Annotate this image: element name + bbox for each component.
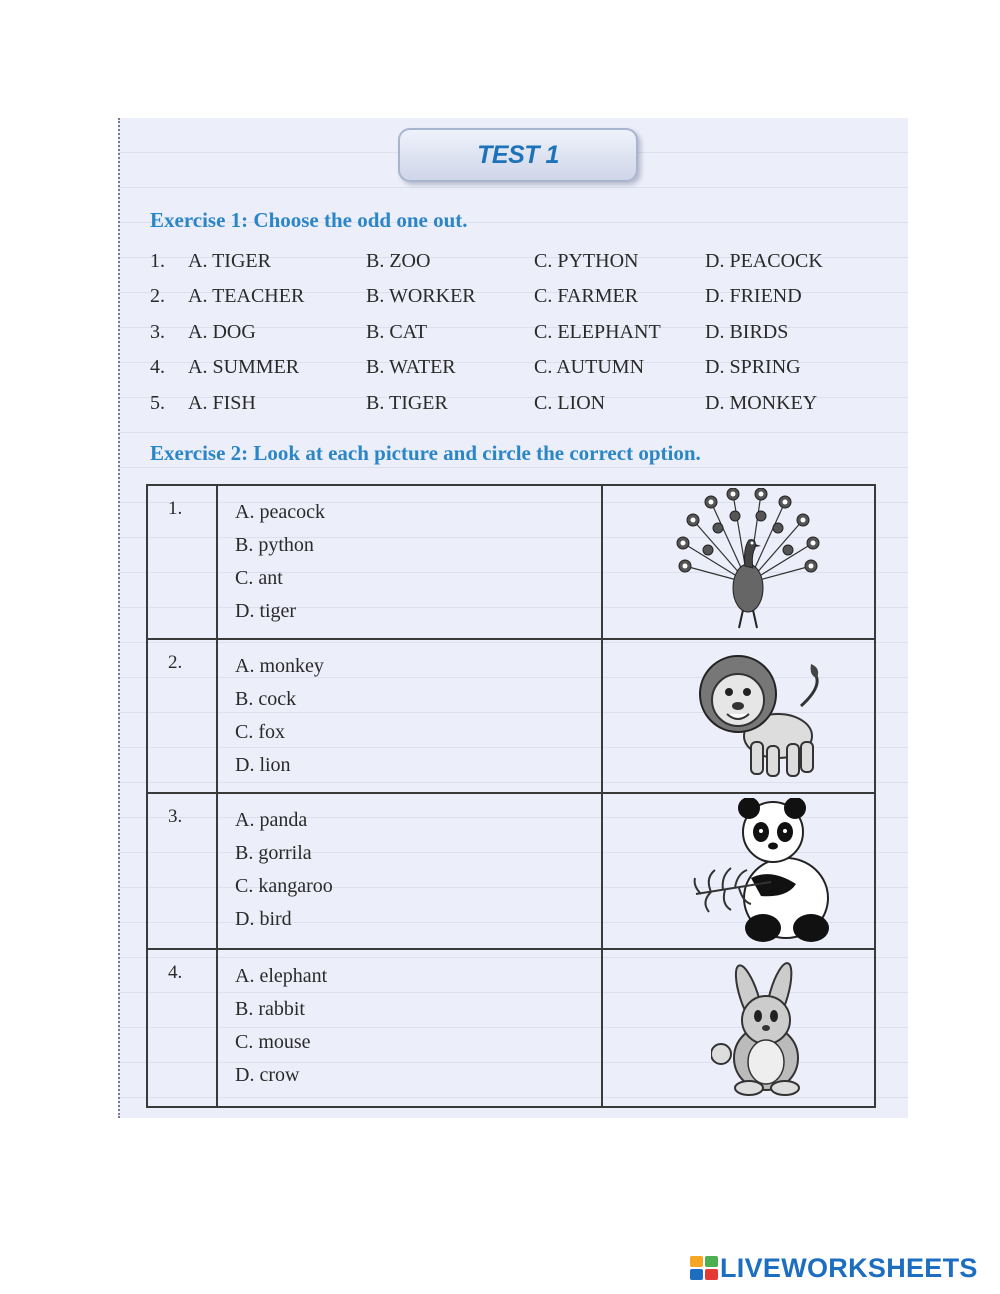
table-row	[147, 485, 875, 639]
option-d[interactable]: D. crow	[235, 1064, 300, 1086]
option-a[interactable]: A. elephant	[235, 965, 328, 987]
row-number: 4.	[150, 356, 165, 378]
row-number: 2.	[150, 285, 165, 307]
row-number: 1.	[150, 250, 165, 272]
option-d[interactable]: D. BIRDS	[705, 321, 789, 343]
option-c[interactable]: C. LION	[534, 392, 606, 414]
exercise1-row	[150, 250, 870, 284]
exercise1-heading: Exercise 1: Choose the odd one out.	[150, 208, 468, 232]
exercise2-table	[146, 484, 876, 1108]
exercise1-row	[150, 321, 870, 355]
lion-picture	[683, 646, 843, 786]
option-a[interactable]: A. TIGER	[188, 250, 271, 272]
panda-picture	[691, 798, 841, 946]
exercise1-row	[150, 285, 870, 319]
option-c[interactable]: C. PYTHON	[534, 250, 639, 272]
exercise1-row	[150, 356, 870, 390]
exercise2-heading: Exercise 2: Look at each picture and circle the correct option.	[150, 441, 701, 465]
item-number: 3.	[147, 793, 217, 949]
option-b[interactable]: B. gorrila	[235, 842, 312, 864]
option-c[interactable]: C. ELEPHANT	[534, 321, 661, 343]
row-number: 3.	[150, 321, 165, 343]
option-c[interactable]: C. kangaroo	[235, 875, 333, 897]
rabbit-picture	[711, 958, 821, 1098]
picture-cell	[602, 639, 875, 793]
picture-cell	[602, 485, 875, 639]
option-a[interactable]: A. SUMMER	[188, 356, 300, 378]
item-number: 2.	[147, 639, 217, 793]
option-d[interactable]: D. bird	[235, 908, 292, 930]
option-a[interactable]: A. monkey	[235, 655, 324, 677]
option-d[interactable]: D. FRIEND	[705, 285, 802, 307]
option-b[interactable]: B. WORKER	[366, 285, 476, 307]
options-cell	[217, 949, 602, 1107]
option-d[interactable]: D. PEACOCK	[705, 250, 823, 272]
test-title: TEST 1	[477, 140, 559, 169]
options-cell	[217, 793, 602, 949]
test-title-tab	[398, 128, 638, 182]
option-b[interactable]: B. python	[235, 534, 314, 556]
option-c[interactable]: C. ant	[235, 567, 283, 589]
peacock-picture	[673, 488, 823, 634]
option-d[interactable]: D. MONKEY	[705, 392, 818, 414]
picture-cell	[602, 949, 875, 1107]
option-b[interactable]: B. rabbit	[235, 998, 305, 1020]
option-a[interactable]: A. DOG	[188, 321, 256, 343]
table-row	[147, 949, 875, 1107]
picture-cell	[602, 793, 875, 949]
table-row	[147, 639, 875, 793]
option-a[interactable]: A. panda	[235, 809, 308, 831]
table-row	[147, 793, 875, 949]
option-b[interactable]: B. ZOO	[366, 250, 431, 272]
liveworksheets-logo	[690, 1253, 978, 1283]
options-cell	[217, 485, 602, 639]
item-number: 4.	[147, 949, 217, 1107]
option-d[interactable]: D. SPRING	[705, 356, 801, 378]
brand-grid-icon	[690, 1256, 718, 1280]
brand-name: LIVEWORKSHEETS	[720, 1252, 978, 1283]
option-c[interactable]: C. AUTUMN	[534, 356, 645, 378]
item-number: 1.	[147, 485, 217, 639]
option-a[interactable]: A. TEACHER	[188, 285, 305, 307]
option-b[interactable]: B. WATER	[366, 356, 456, 378]
option-d[interactable]: D. lion	[235, 754, 291, 776]
option-a[interactable]: A. peacock	[235, 501, 325, 523]
row-number: 5.	[150, 392, 165, 414]
option-c[interactable]: C. FARMER	[534, 285, 639, 307]
exercise1-row	[150, 392, 870, 426]
option-a[interactable]: A. FISH	[188, 392, 256, 414]
option-b[interactable]: B. CAT	[366, 321, 428, 343]
option-b[interactable]: B. TIGER	[366, 392, 448, 414]
option-c[interactable]: C. mouse	[235, 1031, 311, 1053]
option-b[interactable]: B. cock	[235, 688, 297, 710]
options-cell	[217, 639, 602, 793]
option-d[interactable]: D. tiger	[235, 600, 297, 622]
option-c[interactable]: C. fox	[235, 721, 285, 743]
